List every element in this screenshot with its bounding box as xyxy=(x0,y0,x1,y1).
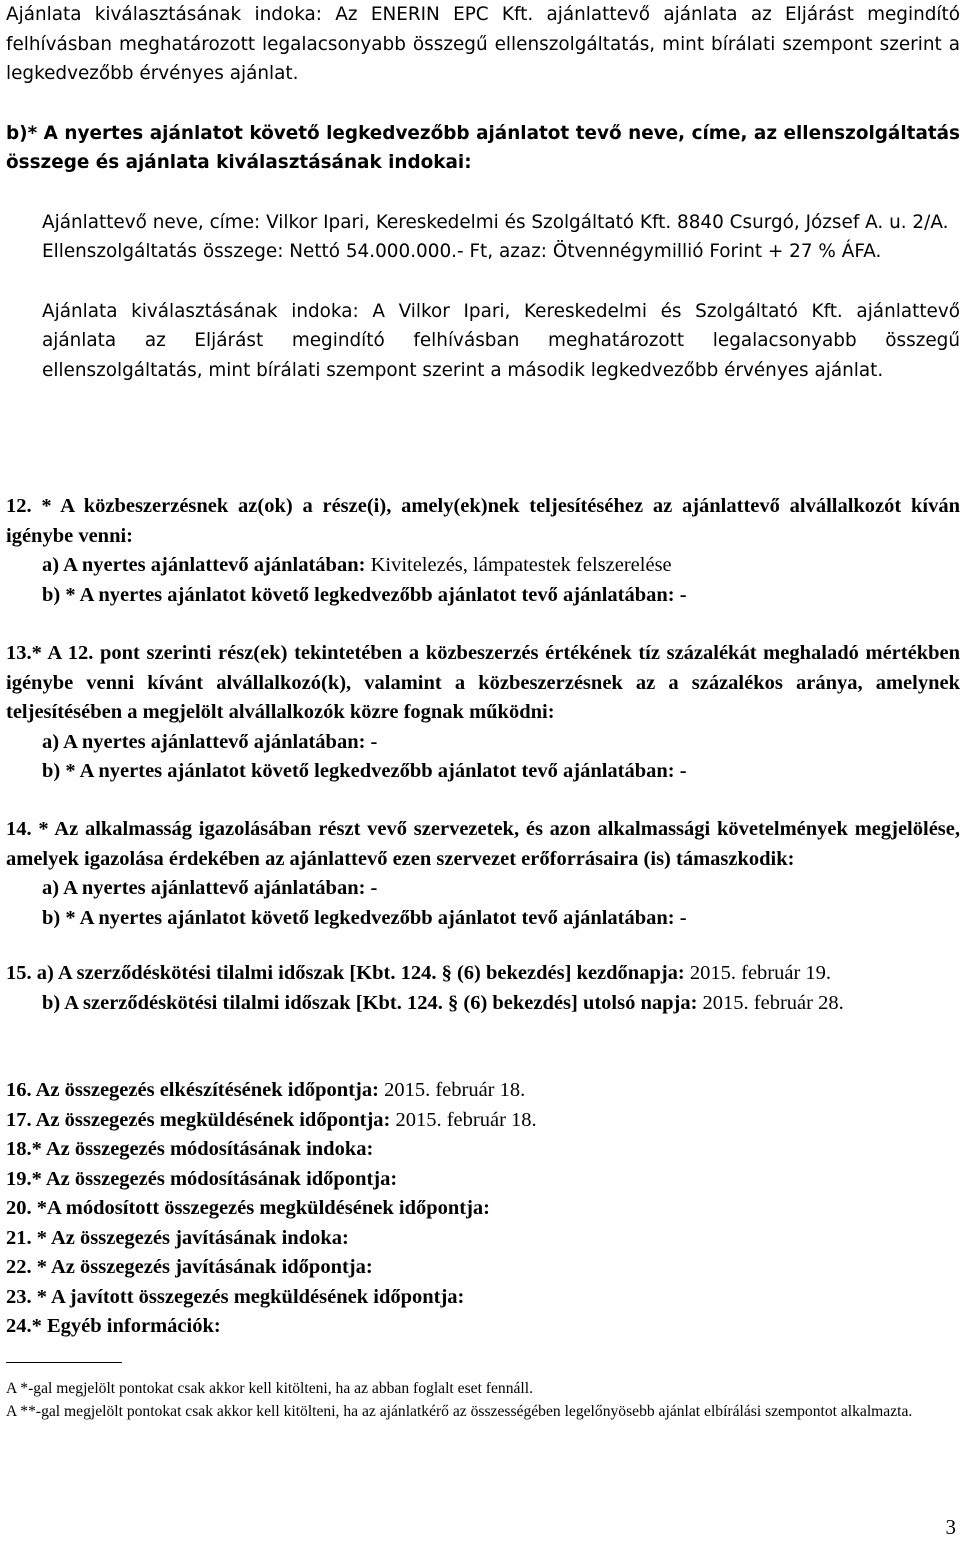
item-22: 22. * Az összegezés javításának időpontja: xyxy=(6,1256,373,1278)
footnote-2: A **-gal megjelölt pontokat csak akkor kell kitölteni, ha az ajánlatkérő az összességében legelőnyösebb ajánlat elbírálási szempontot alkalmazta. xyxy=(6,1402,913,1420)
second-best-amount: Ellenszolgáltatás összege: Nettó 54.000.000.- Ft, azaz: Ötvennégymillió Forint + 27 % ÁFA. xyxy=(42,241,882,262)
second-best-heading: b)* A nyertes ajánlatot követő legkedvezőbb ajánlatot tevő neve, címe, az ellenszolgáltatás összege és ajánlata kiválasztásának indokai: xyxy=(6,122,960,173)
section-12-b: b) * A nyertes ajánlatot követő legkedvezőbb ajánlatot tevő ajánlatában: - xyxy=(42,583,687,606)
section-15-b: b) A szerződéskötési tilalmi időszak [Kbt. 124. § (6) bekezdés] utolsó napja: 2015. február 28. xyxy=(42,991,844,1014)
item-21: 21. * Az összegezés javításának indoka: xyxy=(6,1226,349,1249)
item-20: 20. *A módosított összegezés megküldésének időpontja: xyxy=(6,1197,491,1219)
footnote-1: A *-gal megjelölt pontokat csak akkor kell kitölteni, ha az abban foglalt eset fennáll. xyxy=(6,1380,533,1397)
section-14 xyxy=(6,815,960,933)
item-23: 23. * A javított összegezés megküldésének időpontja: xyxy=(6,1285,465,1308)
page-number: 3 xyxy=(945,1515,956,1539)
footnotes xyxy=(6,1378,960,1423)
section-13-a: a) A nyertes ajánlattevő ajánlatában: - xyxy=(42,730,378,753)
footnote-separator xyxy=(6,1362,122,1363)
second-best-reason: Ajánlata kiválasztásának indoka: A Vilkor Ipari, Kereskedelmi és Szolgáltató Kft. ajánlattevő ajánlata az Eljárást megindító felhívásban meghatározott legalacsonyabb összegű ellenszolgáltatás, mint bírálati szempont szerint a második legkedvezőbb érvényes ajánlat. xyxy=(42,300,960,381)
item-16: 16. Az összegezés elkészítésének időpontja: 2015. február 18. xyxy=(6,1079,526,1101)
selection-reason-winner: Ajánlata kiválasztásának indoka: Az ENERIN EPC Kft. ajánlattevő ajánlata az Eljárást megindító felhívásban meghatározott legalacsonyabb összegű ellenszolgáltatás, mint bírálati szempont szerint a legkedvezőbb érvényes ajánlat. xyxy=(6,4,960,84)
item-17: 17. Az összegezés megküldésének időpontja: 2015. február 18. xyxy=(6,1108,537,1131)
section-14-heading: 14. * Az alkalmasság igazolásában részt vevő szervezetek, és azon alkalmassági követelmények megjelölése, amelyek igazolása érdekében az ajánlattevő ezen szervezet erőforrásaira (is) támaszkodik: xyxy=(6,818,960,870)
top-section xyxy=(6,0,960,385)
section-14-a: a) A nyertes ajánlattevő ajánlatában: - xyxy=(42,877,378,899)
items-16-24 xyxy=(6,1076,960,1342)
item-19: 19.* Az összegezés módosításának időpontja: xyxy=(6,1167,398,1190)
section-12-a: a) A nyertes ajánlattevő ajánlatában: Kivitelezés, lámpatestek felszerelése xyxy=(42,554,672,576)
section-15-a: 15. a) A szerződéskötési tilalmi időszak [Kbt. 124. § (6) bekezdés] kezdőnapja: 2015. február 19. xyxy=(6,962,832,984)
section-13 xyxy=(6,639,960,787)
section-15 xyxy=(6,959,960,1018)
item-18: 18.* Az összegezés módosításának indoka: xyxy=(6,1138,374,1160)
section-14-b: b) * A nyertes ajánlatot követő legkedvezőbb ajánlatot tevő ajánlatában: - xyxy=(42,906,687,929)
section-13-heading: 13.* A 12. pont szerinti rész(ek) tekintetében a közbeszerzés értékének tíz százalékát meghaladó mértékben igénybe venni kívánt alvállalkozó(k), valamint a közbeszerzésnek az a százalékos aránya, amelynek teljesítésében a megjelölt alvállalkozók közre fognak működni: xyxy=(6,642,960,723)
item-24: 24.* Egyéb információk: xyxy=(6,1315,221,1337)
section-12-heading: 12. * A közbeszerzésnek az(ok) a része(i), amely(ek)nek teljesítéséhez az ajánlattevő alvállalkozót kíván igénybe venni: xyxy=(6,495,960,547)
section-12 xyxy=(6,492,960,610)
second-best-name-address: Ajánlattevő neve, címe: Vilkor Ipari, Kereskedelmi és Szolgáltató Kft. 8840 Csurgó, József A. u. 2/A. xyxy=(42,211,949,233)
section-13-b: b) * A nyertes ajánlatot követő legkedvezőbb ajánlatot tevő ajánlatában: - xyxy=(42,760,687,782)
